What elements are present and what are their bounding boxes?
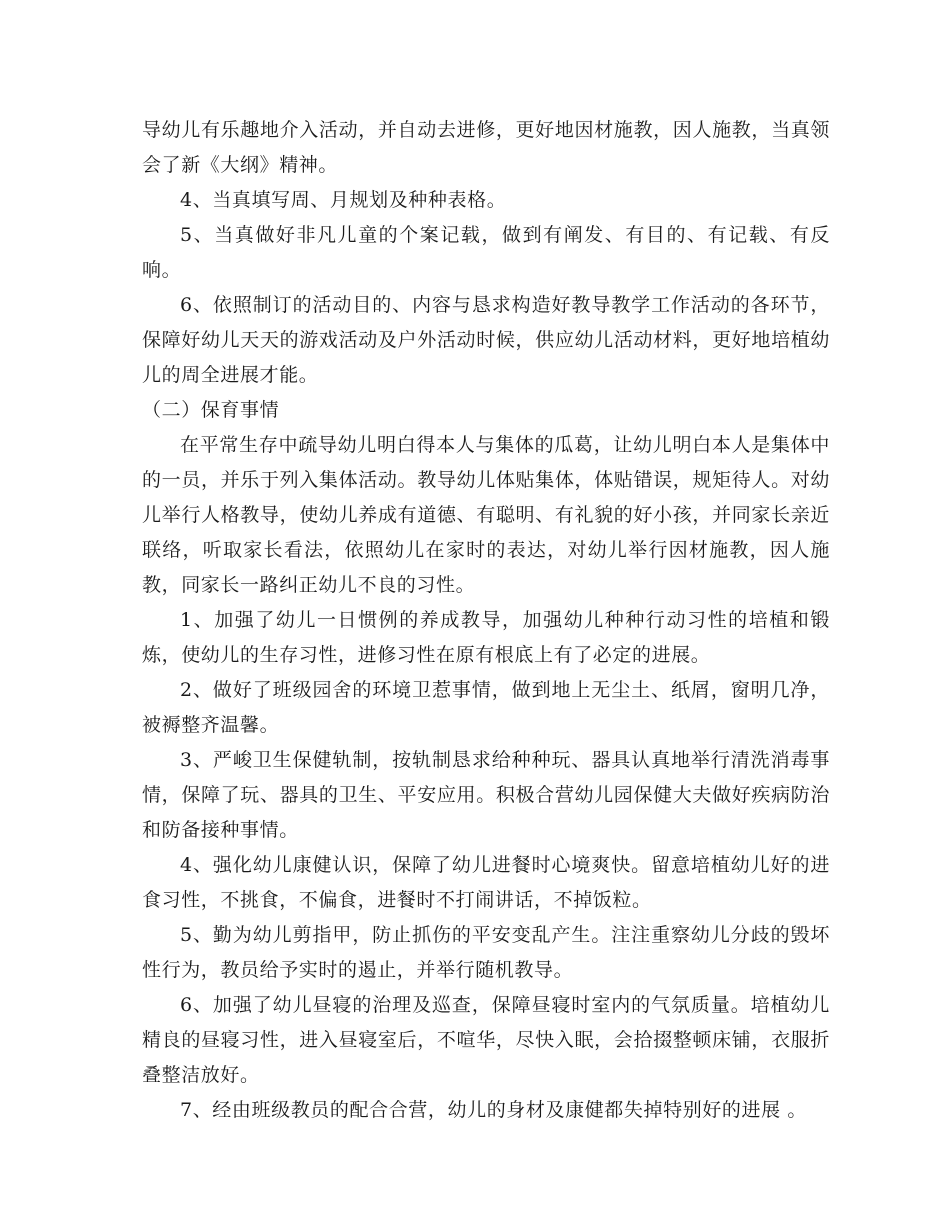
document-body (142, 113, 830, 1128)
section-heading-care-work: （二）保育事情 (142, 399, 280, 421)
paragraph-care-intro: 在平常生存中疏导幼儿明白得本人与集体的瓜葛，让幼儿明白本人是集体中的一员，并乐于列入集体活动。教导幼儿体贴集体，体贴错误，规矩待人。对幼儿举行人格教导，使幼儿养成有道德、有聪明、有礼貌的好小孩，并同家长亲近联络，听取家长看法，依照幼儿在家时的表达，对幼儿举行因材施教，因人施教，同家长一路纠正幼儿不良的习性。 (142, 434, 830, 596)
paragraph-continuation: 导幼儿有乐趣地介入活动，并自动去进修，更好地因材施教，因人施教，当真领会了新《大纲》精神。 (142, 119, 830, 176)
paragraph-item-6-activities: 6、依照制订的活动目的、内容与恳求构造好教导教学工作活动的各环节，保障好幼儿天天的游戏活动及户外活动时候，供应幼儿活动材料，更好地培植幼儿的周全进展才能。 (142, 294, 830, 386)
paragraph-care-item-3: 3、严峻卫生保健轨制，按轨制恳求给种种玩、器具认真地举行清洗消毒事情，保障了玩、器具的卫生、平安应用。积极合营幼儿园保健大夫做好疾病防治和防备接种事情。 (142, 749, 830, 841)
paragraph-item-4-forms: 4、当真填写周、月规划及种种表格。 (180, 189, 507, 211)
paragraph-care-item-1: 1、加强了幼儿一日惯例的养成教导，加强幼儿种种行动习性的培植和锻炼，使幼儿的生存习性，进修习性在原有根底上有了必定的进展。 (142, 609, 830, 666)
paragraph-care-item-4: 4、强化幼儿康健认识，保障了幼儿进餐时心境爽快。留意培植幼儿好的进食习性，不挑食，不偏食，进餐时不打闹讲话，不掉饭粒。 (142, 854, 830, 911)
paragraph-care-item-7: 7、经由班级教员的配合合营，幼儿的身材及康健都失掉特别好的进展 。 (180, 1099, 807, 1121)
paragraph-care-item-2: 2、做好了班级园舍的环境卫惹事情，做到地上无尘土、纸屑，窗明几净，被褥整齐温馨。 (142, 679, 830, 736)
paragraph-care-item-6: 6、加强了幼儿昼寝的治理及巡查，保障昼寝时室内的气氛质量。培植幼儿精良的昼寝习性，进入昼寝室后，不喧华，尽快入眠，会拾掇整顿床铺，衣服折叠整洁放好。 (142, 994, 830, 1086)
paragraph-care-item-5: 5、勤为幼儿剪指甲，防止抓伤的平安变乱产生。注注重察幼儿分歧的毁坏性行为，教员给予实时的遏止，并举行随机教导。 (142, 924, 830, 981)
paragraph-item-5-case-records: 5、当真做好非凡儿童的个案记载，做到有阐发、有目的、有记载、有反响。 (142, 224, 830, 281)
